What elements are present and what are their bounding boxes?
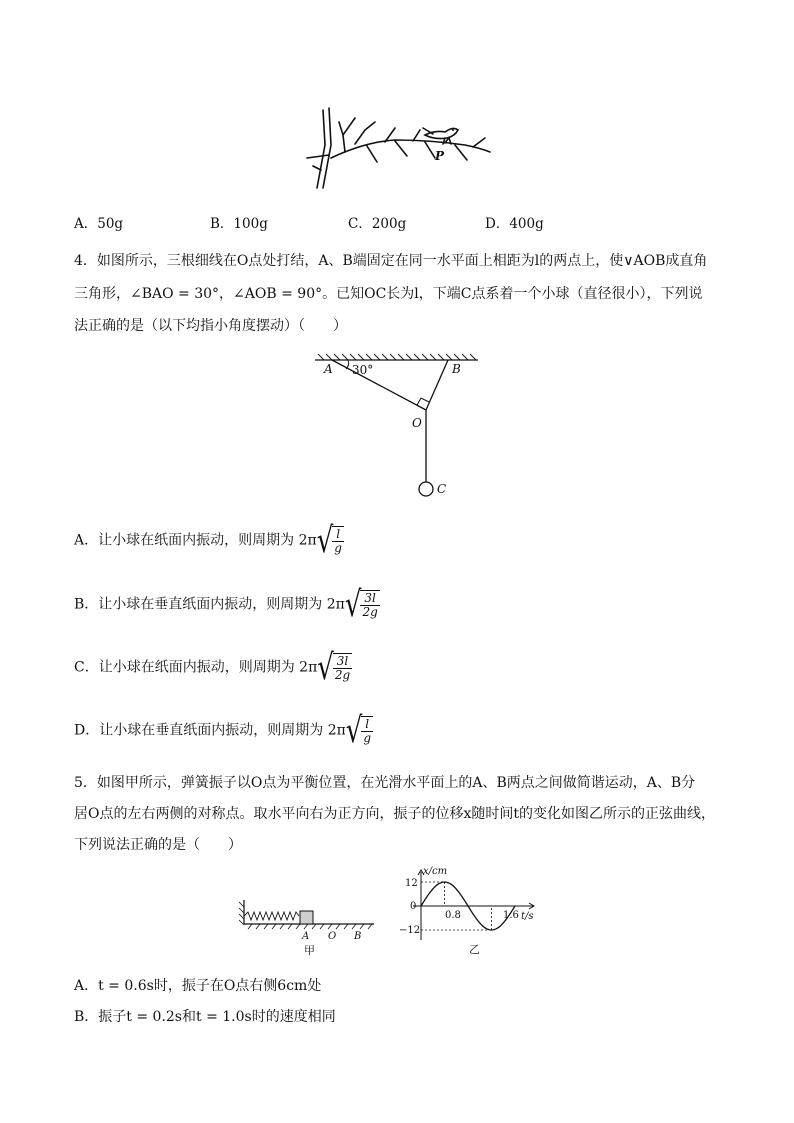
point-p-label: P — [435, 149, 445, 163]
figure-jia-caption: 甲 — [304, 944, 315, 957]
q5-option-a[interactable]: A．t = 0.6s时，振子在O点右侧6cm处 — [74, 978, 322, 994]
q3-option-a[interactable]: A．50g — [74, 216, 124, 232]
q4-option-d[interactable]: D．让小球在垂直纸面内振动，则周期为 2π √ $\frac{l}{g}$ — [74, 710, 372, 751]
point-a-label: A — [324, 362, 333, 376]
q3-option-d[interactable]: D．400g — [485, 216, 544, 232]
y-tick-12: 12 — [405, 878, 418, 889]
q5-option-b[interactable]: B．振子t = 0.2s和t = 1.0s时的速度相同 — [74, 1009, 336, 1025]
point-c-label: C — [437, 482, 447, 496]
q5-stem-line1: 5．如图甲所示，弹簧振子以O点为平衡位置，在光滑水平面上的A、B两点之间做简谐运动，A、B分 — [74, 775, 696, 791]
q3-option-c[interactable]: C．200g — [348, 216, 407, 232]
angle-label: 30° — [352, 363, 374, 377]
q5-stem-line2: 居O点的左右两侧的对称点。取水平向右为正方向，振子的位移x随时间t的变化如图乙所示的正弦曲线， — [74, 806, 715, 822]
x-tick-1-6: 1.6 — [503, 910, 519, 921]
sqrt-expression: √ $\frac{l}{g}$ — [316, 520, 342, 561]
q3-option-b[interactable]: B．100g — [210, 216, 268, 232]
q4-option-a[interactable]: A．让小球在纸面内振动，则周期为 2π √ $\frac{l}{g}$ — [74, 520, 342, 561]
point-b-label: B — [452, 362, 461, 376]
spring-oscillator-figure — [238, 898, 378, 958]
displacement-time-chart — [393, 864, 543, 956]
spring-point-a-label: A — [302, 931, 310, 942]
spring-point-o-label: O — [328, 931, 337, 942]
y-tick-neg12: −12 — [399, 925, 421, 936]
sqrt-expression: √ $\frac{3l}{2g}$ — [317, 647, 351, 688]
y-tick-0: 0 — [410, 901, 417, 912]
point-o-label: O — [412, 416, 422, 430]
figure-yi-caption: 乙 — [469, 943, 480, 956]
spring-point-b-label: B — [354, 931, 362, 942]
sqrt-expression: √ $\frac{l}{g}$ — [345, 710, 372, 751]
q4-pendulum-figure — [310, 352, 485, 502]
q5-stem-line3: 下列说法正确的是（ ） — [74, 837, 242, 853]
bird-on-branch-figure — [295, 100, 495, 195]
sqrt-expression: √ $\frac{3l}{2g}$ — [344, 584, 378, 625]
q4-option-b[interactable]: B．让小球在垂直纸面内振动，则周期为 2π √ $\frac{3l}{2g}$ — [74, 584, 378, 625]
y-axis-label: x/cm — [423, 866, 448, 877]
x-axis-label: t/s — [521, 911, 534, 922]
q4-stem-line3: 法正确的是（以下均指小角度摆动）（ ） — [74, 318, 347, 334]
q4-option-c[interactable]: C．让小球在纸面内振动，则周期为 2π √ $\frac{3l}{2g}$ — [74, 647, 351, 688]
q4-stem-line2: 三角形，∠BAO = 30°，∠AOB = 90°。已知OC长为l，下端C点系着一个小球（直径很小），下列说 — [74, 286, 703, 302]
q4-stem-line1: 4．如图所示，三根细线在O点处打结，A、B端固定在同一水平面上相距为l的两点上，使∨AOB成直角 — [74, 253, 708, 269]
x-tick-0-8: 0.8 — [445, 910, 461, 921]
